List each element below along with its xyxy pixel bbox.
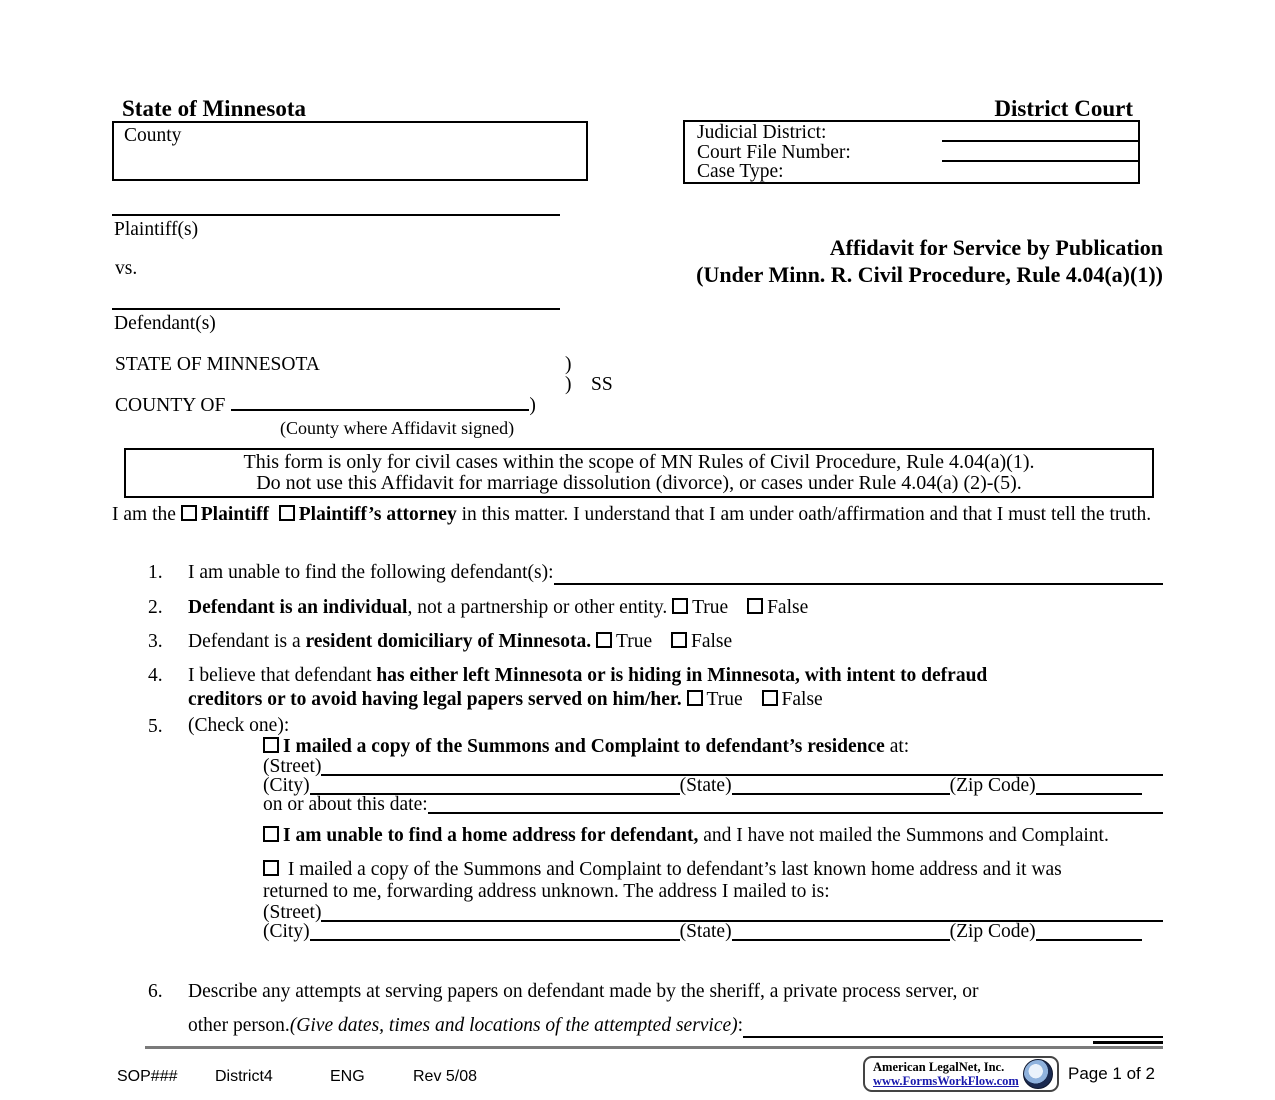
- paren-glyph: ): [565, 374, 572, 395]
- item-5-options: [263, 736, 1163, 941]
- item-2-bold-text: Defendant is an individual: [188, 597, 408, 618]
- street-row-1: [263, 757, 1163, 776]
- venue-county-row: [115, 394, 735, 414]
- vs-label: vs.: [115, 258, 138, 279]
- footer-language: ENG: [330, 1068, 365, 1085]
- item-2: [148, 596, 1163, 620]
- attorney-option-label: Plaintiff’s attorney: [298, 504, 457, 525]
- plaintiff-attorney-checkbox[interactable]: [279, 505, 295, 521]
- county-of-blank[interactable]: [231, 394, 529, 411]
- venue-note-row: [115, 418, 735, 438]
- true-label: True: [692, 597, 729, 618]
- item-5: [148, 715, 1163, 941]
- date-row: [263, 795, 1163, 814]
- item-6-line2-pre: other person.: [188, 1015, 290, 1036]
- paren-glyph: ): [565, 354, 572, 375]
- footer-district: District4: [215, 1068, 273, 1085]
- option-a-rest-text: at:: [884, 736, 910, 757]
- court-file-number-blank[interactable]: [942, 145, 1138, 162]
- street-blank-2[interactable]: [321, 905, 1163, 922]
- returned-mail-checkbox[interactable]: [263, 860, 279, 876]
- city-state-zip-row-1: [263, 776, 1163, 795]
- item-3-body: [188, 630, 1163, 654]
- footer-form-code: SOP###: [117, 1068, 178, 1085]
- item-3: [148, 630, 1163, 654]
- legalnet-badge: [863, 1056, 1059, 1092]
- item-1-body: [188, 561, 1163, 585]
- plaintiff-checkbox[interactable]: [181, 505, 197, 521]
- option-b-bold-text: I am unable to find a home address for defendant,: [283, 825, 699, 846]
- false-label: False: [781, 689, 823, 710]
- item-1: [148, 561, 1163, 585]
- date-label: on or about this date:: [263, 794, 428, 815]
- street-row-2: [263, 903, 1163, 922]
- venue-state-label: STATE OF MINNESOTA: [115, 354, 320, 375]
- item-3-true-checkbox[interactable]: [596, 632, 612, 648]
- item-4-number: 4.: [148, 665, 163, 686]
- false-label: False: [691, 631, 733, 652]
- item-2-true-checkbox[interactable]: [672, 598, 688, 614]
- county-note-label: (County where Affidavit signed): [280, 418, 515, 438]
- county-box-label: County: [124, 125, 182, 146]
- item-2-number: 2.: [148, 597, 163, 618]
- item-2-body: [188, 596, 1163, 620]
- oath-post-text: in this matter. I understand that I am under oath/affirmation and that I must tell the truth.: [456, 504, 1152, 525]
- formsworkflow-link[interactable]: www.FormsWorkFlow.com: [873, 1074, 1019, 1088]
- city-blank-2[interactable]: [310, 924, 680, 941]
- false-label: False: [767, 597, 809, 618]
- street-label: (Street): [263, 756, 322, 777]
- city-label: (City): [263, 775, 310, 796]
- item-5-body: [188, 715, 1163, 941]
- zip-blank-2[interactable]: [1036, 924, 1142, 941]
- attempts-blank[interactable]: [743, 1021, 1163, 1038]
- item-4-pre-text: I believe that defendant: [188, 665, 377, 686]
- item-6-line2: [188, 1014, 1163, 1038]
- city-label: (City): [263, 921, 310, 942]
- county-box[interactable]: [112, 121, 588, 181]
- district-court-heading: District Court: [994, 96, 1133, 121]
- no-address-checkbox[interactable]: [263, 826, 279, 842]
- form-title-line2: (Under Minn. R. Civil Procedure, Rule 4.04(a)(1)): [696, 262, 1163, 287]
- oath-pre-text: I am the: [112, 504, 181, 525]
- court-file-number-row: [697, 143, 1138, 162]
- item-1-number: 1.: [148, 562, 163, 583]
- venue-state-row: [115, 355, 735, 375]
- mailed-residence-checkbox[interactable]: [263, 737, 279, 753]
- globe-logo-icon: [1023, 1059, 1053, 1089]
- venue-ss-row: [115, 375, 735, 395]
- item-2-false-checkbox[interactable]: [747, 598, 763, 614]
- street-blank-1[interactable]: [321, 759, 1163, 776]
- form-title: [696, 234, 1163, 288]
- state-blank-2[interactable]: [732, 924, 950, 941]
- judicial-district-label: Judicial District:: [697, 122, 827, 143]
- item-6: [148, 980, 1163, 1038]
- attempts-continuation-blank[interactable]: [1093, 1041, 1163, 1044]
- item-6-number: 6.: [148, 981, 163, 1002]
- item-4: [148, 664, 1163, 712]
- item-6-body: [188, 980, 1163, 1038]
- scope-notice-line2: Do not use this Affidavit for marriage dissolution (divorce), or cases under Rule 4.04(a) (2)-(5).: [256, 472, 1022, 494]
- item-4-body: [188, 664, 1163, 712]
- item-2-rest-text: , not a partnership or other entity.: [407, 597, 673, 618]
- item-5-number: 5.: [148, 716, 163, 737]
- court-file-number-label: Court File Number:: [697, 141, 851, 163]
- judicial-district-blank[interactable]: [942, 125, 1138, 142]
- option-a-bold-text: I mailed a copy of the Summons and Complaint to defendant’s residence: [283, 736, 885, 757]
- state-blank-1[interactable]: [732, 778, 950, 795]
- option-c-text: I mailed a copy of the Summons and Complaint to defendant’s last known home address and it was returned to me, forwarding address unknown. The address I mailed to is:: [263, 859, 1062, 902]
- city-blank-1[interactable]: [310, 778, 680, 795]
- date-blank[interactable]: [428, 797, 1163, 814]
- item-3-bold-text: resident domiciliary of Minnesota.: [305, 631, 596, 652]
- footer-divider: [145, 1046, 1163, 1049]
- item-3-false-checkbox[interactable]: [671, 632, 687, 648]
- scope-notice-line1: This form is only for civil cases within the scope of MN Rules of Civil Procedure, Rule 4.04(a)(1).: [243, 451, 1035, 473]
- item-4-false-checkbox[interactable]: [762, 690, 778, 706]
- case-info-box: [683, 120, 1140, 184]
- option-no-address: [263, 825, 1123, 847]
- item-4-bold-line2: creditors or to avoid having legal papers served on him/her.: [188, 689, 682, 710]
- zip-label: (Zip Code): [949, 775, 1036, 796]
- item-3-pre-text: Defendant is a: [188, 631, 306, 652]
- item-4-bold-line1: has either left Minnesota or is hiding in Minnesota, with intent to defraud: [376, 665, 988, 686]
- zip-label: (Zip Code): [949, 921, 1036, 942]
- item-3-number: 3.: [148, 631, 163, 652]
- true-label: True: [706, 689, 743, 710]
- true-label: True: [616, 631, 653, 652]
- footer-revision: Rev 5/08: [413, 1068, 478, 1085]
- zip-blank-1[interactable]: [1036, 778, 1142, 795]
- option-returned-mail: [263, 859, 1111, 903]
- county-of-label: COUNTY OF: [115, 395, 226, 416]
- legalnet-company-label: American LegalNet, Inc.: [873, 1060, 1005, 1074]
- state-label: (State): [679, 775, 732, 796]
- option-mailed-residence: [263, 736, 1163, 757]
- plaintiff-option-label: Plaintiff: [200, 504, 270, 525]
- scope-notice-box: [124, 448, 1154, 498]
- ss-label: SS: [591, 374, 613, 395]
- page-number-label: Page 1 of 2: [1068, 1064, 1155, 1083]
- case-type-label: Case Type:: [697, 161, 784, 182]
- oath-paragraph: [112, 503, 1168, 527]
- defendants-label: Defendant(s): [114, 313, 216, 334]
- item-6-line1: Describe any attempts at serving papers on defendant made by the sheriff, a private process server, or: [188, 981, 979, 1002]
- item-6-line2-italic: (Give dates, times and locations of the attempted service): [289, 1015, 738, 1036]
- case-type-row: [697, 162, 1138, 181]
- judicial-district-row: [697, 123, 1138, 142]
- item-5-head: (Check one):: [188, 715, 290, 736]
- street-label: (Street): [263, 902, 322, 923]
- defendants-unable-blank[interactable]: [554, 568, 1163, 585]
- venue-block: [115, 355, 735, 447]
- option-b-rest-text: and I have not mailed the Summons and Complaint.: [698, 825, 1109, 846]
- item-4-true-checkbox[interactable]: [687, 690, 703, 706]
- item-1-text: I am unable to find the following defendant(s):: [188, 562, 554, 583]
- paren-glyph: ): [529, 395, 536, 416]
- state-heading: State of Minnesota: [122, 96, 306, 121]
- item-6-line2-colon: :: [737, 1015, 744, 1036]
- plaintiff-name-blank[interactable]: [112, 214, 560, 216]
- plaintiffs-label: Plaintiff(s): [114, 219, 199, 240]
- city-state-zip-row-2: [263, 922, 1163, 941]
- defendant-name-blank[interactable]: [112, 308, 560, 310]
- legalnet-badge-text: [873, 1060, 1021, 1088]
- state-label: (State): [679, 921, 732, 942]
- form-title-line1: Affidavit for Service by Publication: [829, 235, 1163, 260]
